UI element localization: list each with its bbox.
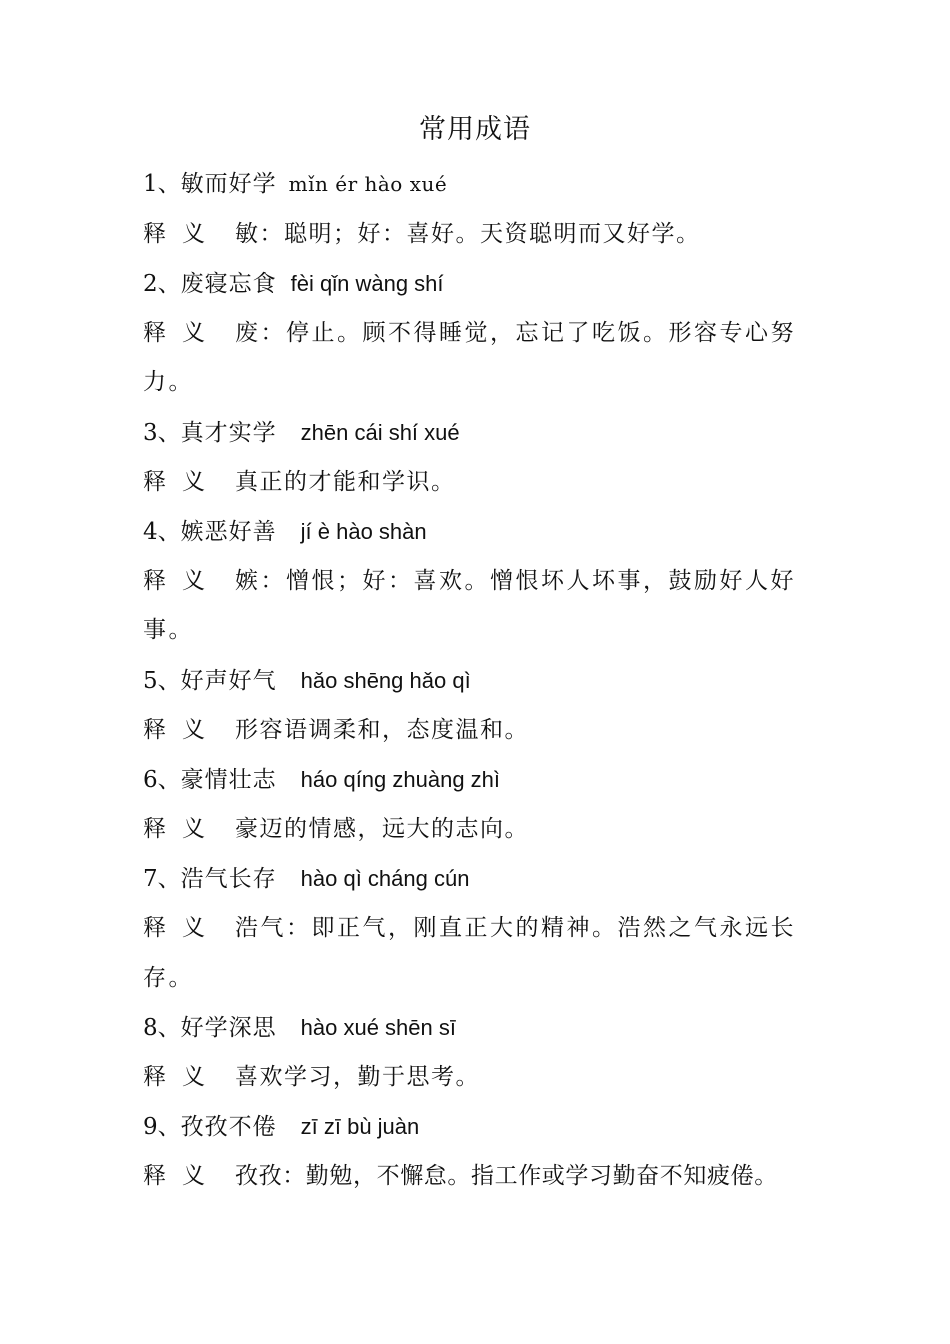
idiom-text: 真才实学: [180, 419, 277, 446]
idiom-pinyin: háo qíng zhuàng zhì: [300, 767, 501, 793]
definition-text: 豪迈的情感，远大的志向。: [235, 815, 529, 842]
idiom-number: 3、: [143, 419, 181, 446]
idiom-heading: [143, 259, 813, 309]
idiom-definition: [143, 309, 813, 408]
idiom-text: 孜孜不倦: [180, 1114, 277, 1141]
idiom-text: 废寝忘食: [180, 271, 277, 298]
definition-text: 孜孜：勤勉，不懈怠。指工作或学习勤奋不知疲倦。: [235, 1162, 778, 1189]
definition-label: 释义: [143, 468, 221, 495]
definition-text: 敏：聪明；好：喜好。天资聪明而又好学。: [235, 220, 701, 247]
idiom-number: 4、: [143, 519, 181, 546]
idiom-number: 9、: [143, 1114, 181, 1141]
idiom-definition: [143, 458, 813, 508]
idiom-heading: [143, 1003, 813, 1053]
idiom-pinyin: hào xué shēn sī: [300, 1015, 456, 1041]
definition-label: 释义: [143, 914, 221, 941]
idiom-text: 好学深思: [180, 1015, 277, 1042]
idiom-definition: [143, 210, 813, 260]
idiom-text: 好声好气: [180, 667, 277, 694]
idiom-number: 1、: [143, 171, 181, 197]
idiom-list: [143, 160, 813, 1201]
idiom-text: 敏而好学: [180, 171, 277, 197]
definition-label: 释义: [143, 716, 221, 743]
idiom-definition: [143, 706, 813, 756]
idiom-number: 5、: [143, 667, 181, 694]
definition-label: 释义: [143, 1063, 221, 1090]
definition-label: 释义: [143, 319, 221, 346]
idiom-definition: [143, 557, 813, 656]
idiom-pinyin: fèi qǐn wàng shí: [290, 271, 444, 297]
idiom-number: 8、: [143, 1015, 181, 1042]
definition-label: 释义: [143, 220, 221, 247]
idiom-definition: [143, 805, 813, 855]
idiom-number: 7、: [143, 866, 181, 893]
idiom-text: 豪情壮志: [180, 767, 277, 794]
idiom-pinyin: zhēn cái shí xué: [300, 419, 460, 445]
definition-text: 浩气：即正气，刚直正大的精神。浩然之气永远长存。: [143, 914, 796, 991]
definition-text: 嫉：憎恨；好：喜欢。憎恨坏人坏事，鼓励好人好事。: [143, 567, 796, 644]
definition-label: 释义: [143, 1162, 221, 1189]
idiom-pinyin: mǐn ér hào xué: [288, 172, 448, 196]
definition-text: 形容语调柔和，态度温和。: [235, 716, 529, 743]
definition-text: 废：停止。顾不得睡觉，忘记了吃饭。形容专心努力。: [143, 319, 796, 396]
definition-text: 真正的才能和学识。: [235, 468, 456, 495]
idiom-heading: [143, 854, 813, 904]
idiom-heading: [143, 656, 813, 706]
idiom-definition: [143, 1053, 813, 1103]
definition-label: 释义: [143, 567, 221, 594]
idiom-heading: [143, 1102, 813, 1152]
idiom-definition: [143, 904, 813, 1003]
idiom-heading: [143, 507, 813, 557]
idiom-pinyin: jí è hào shàn: [300, 519, 427, 545]
idiom-heading: [143, 408, 813, 458]
idiom-number: 2、: [143, 271, 181, 298]
idiom-pinyin: zī zī bù juàn: [300, 1114, 420, 1140]
idiom-definition: [143, 1152, 813, 1202]
definition-label: 释义: [143, 815, 221, 842]
definition-text: 喜欢学习，勤于思考。: [235, 1063, 480, 1090]
idiom-number: 6、: [143, 767, 181, 794]
page-title: 常用成语: [419, 114, 531, 145]
idiom-text: 浩气长存: [180, 866, 277, 893]
idiom-heading: [143, 160, 813, 210]
idiom-pinyin: hào qì cháng cún: [300, 866, 470, 892]
idiom-heading: [143, 755, 813, 805]
idiom-text: 嫉恶好善: [180, 519, 277, 546]
idiom-pinyin: hǎo shēng hǎo qì: [300, 667, 471, 693]
